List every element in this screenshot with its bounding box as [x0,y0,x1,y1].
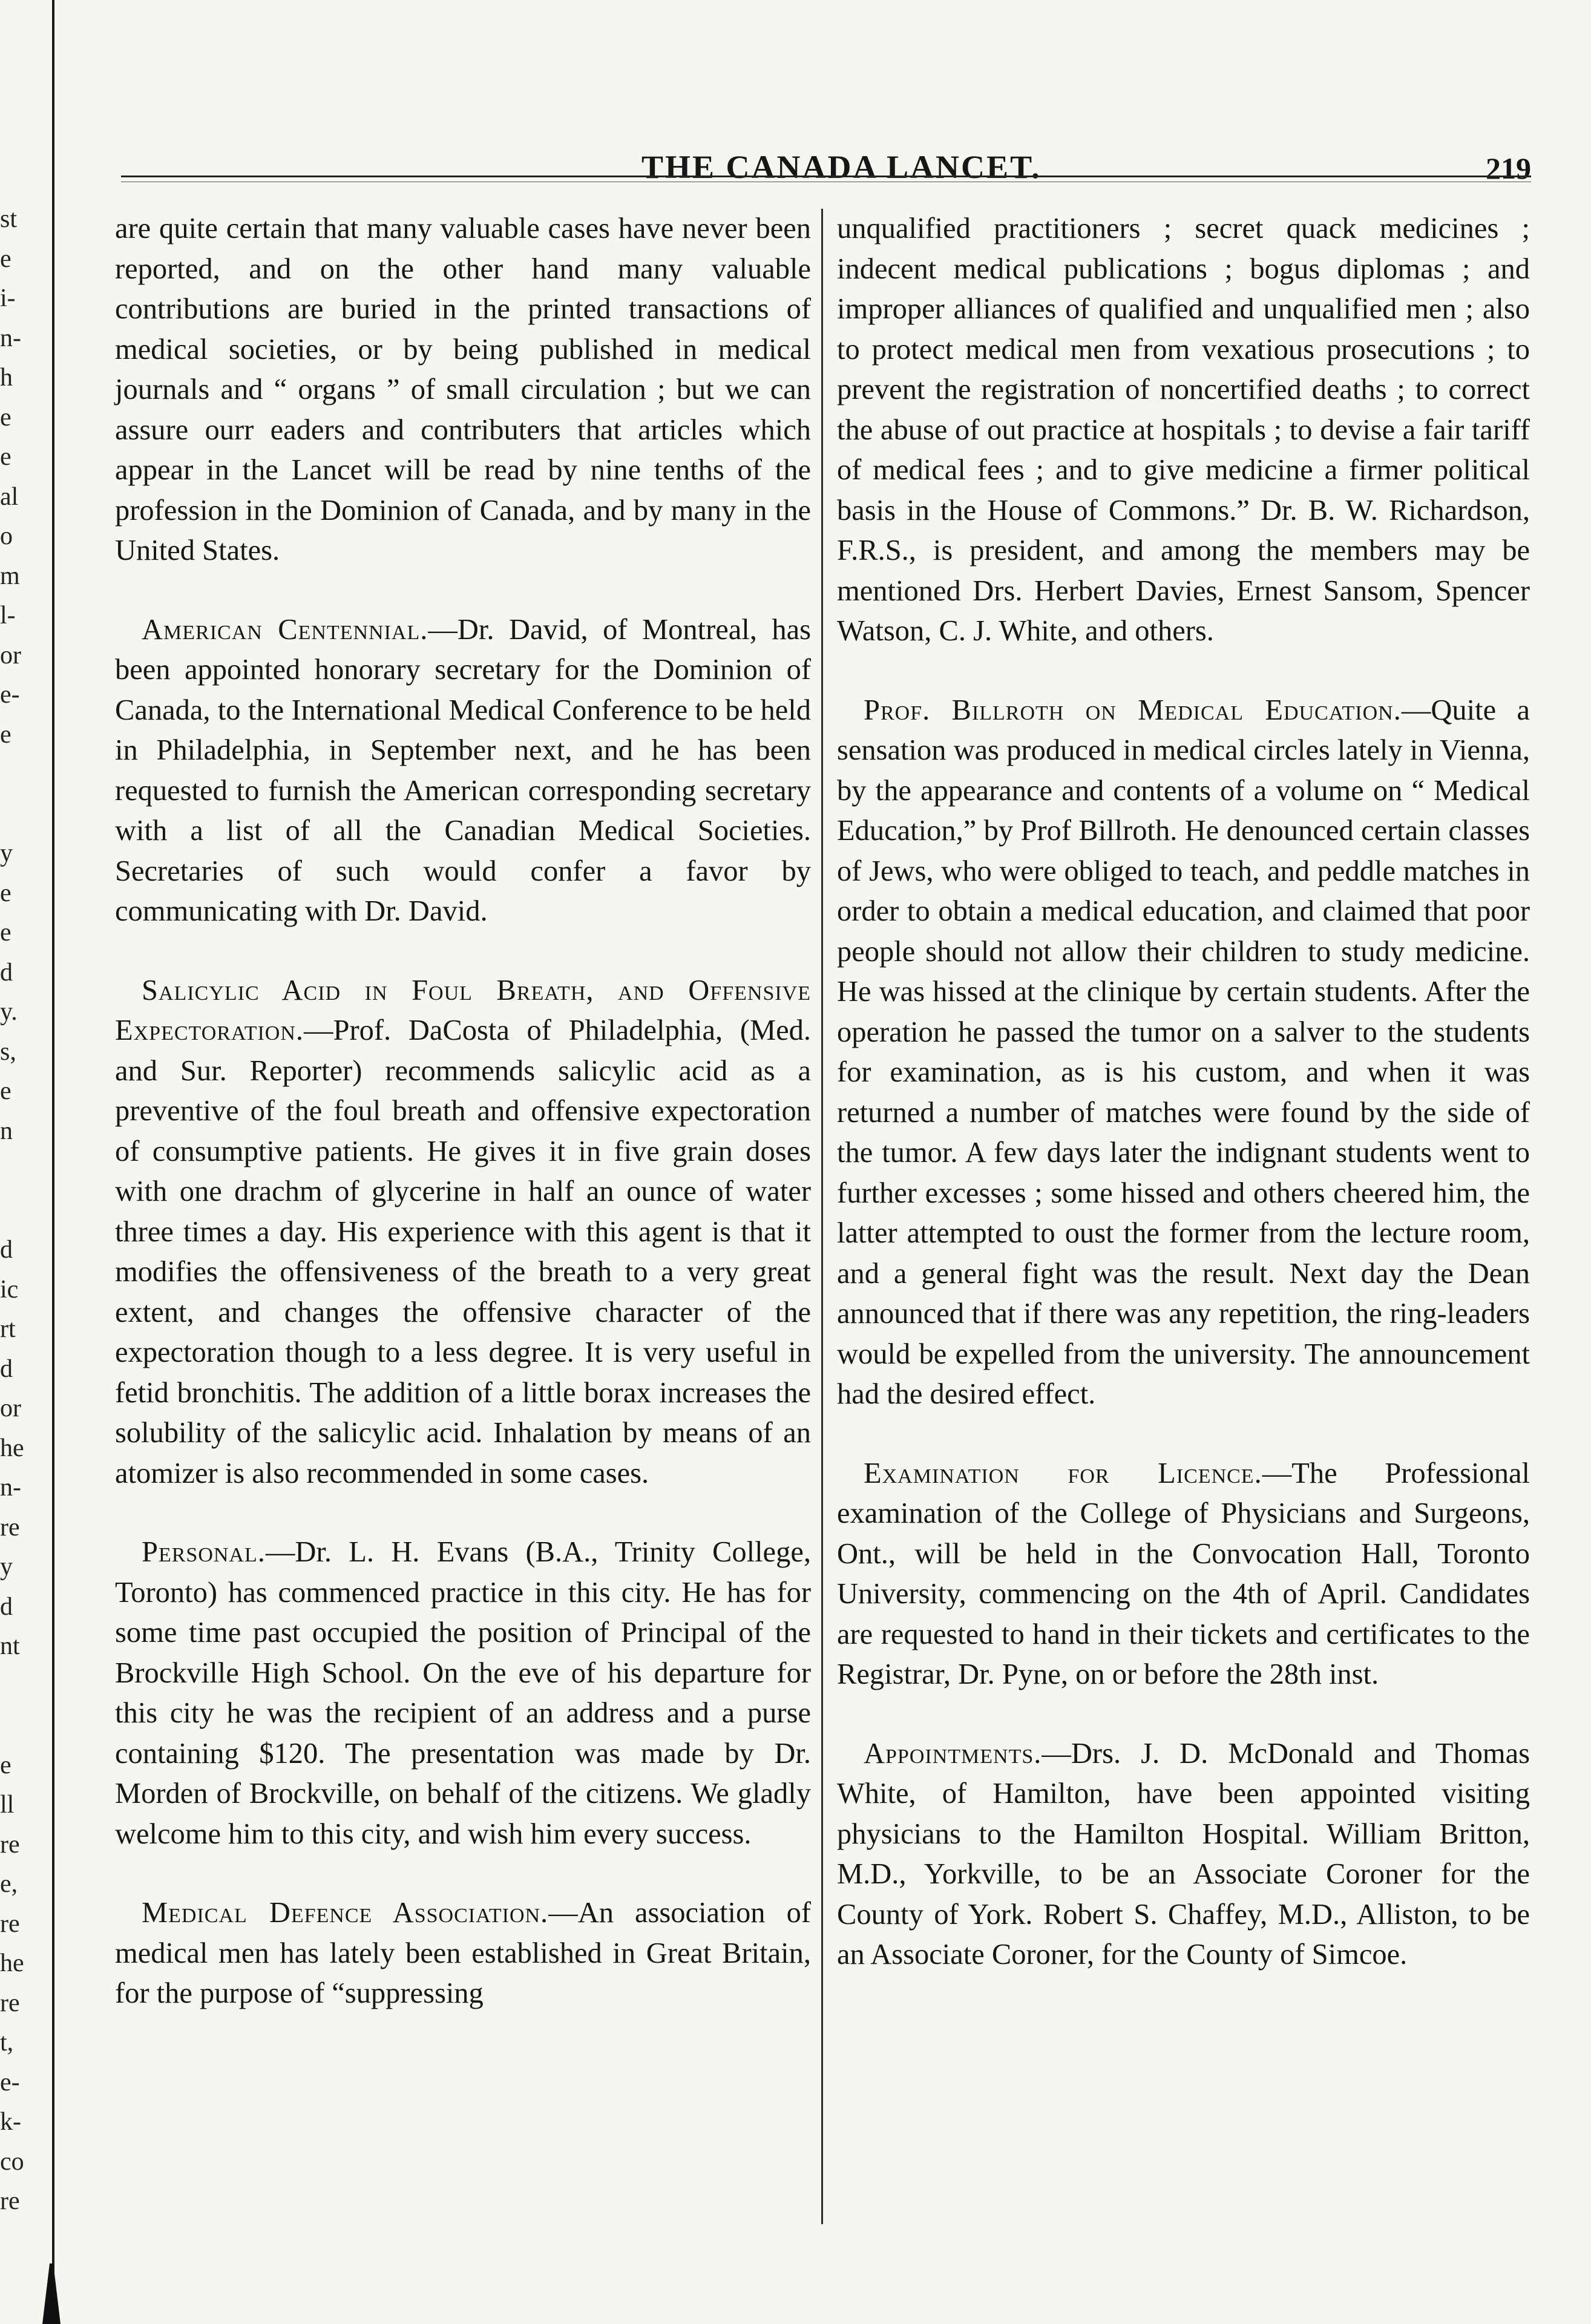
bleed-letter: he [0,1434,24,1462]
article-american-centennial [115,610,811,932]
bleed-letter: nt [0,1632,20,1660]
journal-title: THE CANADA LANCET. [641,149,1042,185]
bleed-letter: ic [0,1275,19,1304]
binding-edge [52,0,54,2324]
article-heading: Examination for Licence. [864,1457,1262,1489]
bleed-letter: e [0,919,11,947]
bleed-letter: k- [0,2108,21,2136]
article-personal [115,1532,811,1854]
bleed-letter: e [0,1077,11,1105]
bleed-letter: y. [0,998,18,1026]
bleed-letter: e [0,245,11,273]
bleed-letter: al [0,482,19,511]
bleed-letter: e [0,1751,11,1779]
bleed-letter [0,1191,24,1231]
running-head [121,148,1531,185]
bleed-letter: e, [0,1870,18,1898]
article-medical-defence [115,1893,811,2014]
article-body: —Drs. J. D. McDonald and Thomas White, of Hamilton, have been appointed visiting physicians to the Hamilton Hospital. William Britton, M.D., Yorkville, to be an Associate Coroner for the County of York. Robert S. Chaffey, M.D., Alliston, to be an Associate Coroner, for the County of Simcoe. [837,1737,1530,1971]
article-heading: Medical Defence Association. [142,1897,549,1929]
bleed-letter: e [0,879,11,907]
bleed-letter [0,1151,24,1191]
bleed-letter [0,755,24,795]
article-body: —Dr. L. H. Evans (B.A., Trinity College, Toronto) has commenced practice in this city. He has for some time past occupied the position of Principal of the Brockville High School. On the eve of his departure for this city he was the recipient of an address and a purse containing $120. The presentation was made by Dr. Morden of Brockville, on behalf of the citizens. We gladly welcome him to this city, and wish him every success. [115,1536,811,1850]
bleed-letter: d [0,1354,13,1383]
bleed-letter: re [0,1513,20,1541]
right-column [837,209,1530,1975]
column-divider [821,209,823,2224]
article-heading: Salicylic Acid in Foul Breath, and Offensive Expectoration. [115,974,811,1046]
article-heading: American Centennial. [142,613,428,646]
bleed-letter: t, [0,2029,14,2056]
left-column [115,209,811,2014]
bleed-letter: re [0,1989,20,2017]
bleed-letter: e- [0,681,20,709]
bleed-letter: n- [0,324,21,352]
bleed-letter: h [0,364,13,392]
article-body: —An association of medical men has lately been established in Great Britain, for the purpose of “suppressing [115,1897,811,2009]
facing-page-bleed [0,200,24,2270]
page-number: 219 [1486,151,1531,185]
bleed-letter: s, [0,1037,16,1066]
bleed-letter: y [0,839,13,867]
bleed-letter: co [0,2147,24,2176]
binding-edge-foot [42,2263,61,2324]
bleed-letter [0,1667,24,1707]
article-body: —Prof. DaCosta of Philadelphia, (Med. and Sur. Reporter) recommends salicylic acid as a preventive of the foul breath and offensive expectoration of consumptive patients. He gives it in five grain doses with one drachm of glycerine in half an ounce of water three times a day. His experience with this agent is that it modifies the offensiveness of the breath to a very great extent, and changes the offensive character of the expectoration though to a less degree. It is very useful in fetid bronchitis. The addition of a little borax increases the solubility of the salicylic acid. Inhalation by means of an atomizer is also recommended in some cases. [115,1014,811,1489]
bleed-letter: e [0,443,11,471]
article-body: —Dr. David, of Montreal, has been appointed honorary secretary for the Dominion of Canada, to the International Medical Conference to be held in Philadelphia, in September next, and he has been requested to furnish the American corresponding secretary with a list of all the Canadian Medical Societies. Secretaries of such would confer a favor by communicating with Dr. David. [115,613,811,927]
bleed-letter: st [0,205,18,233]
article-heading: Appointments. [864,1737,1042,1770]
bleed-letter: i- [0,284,16,312]
bleed-letter [0,795,24,835]
bleed-letter: ll [0,1791,15,1819]
bleed-letter: n [0,1117,13,1145]
bleed-letter: n- [0,1474,21,1502]
bleed-letter: d [0,1592,13,1621]
bleed-letter: d [0,1236,13,1264]
bleed-letter: e- [0,2068,20,2096]
bleed-letter: rt [0,1315,16,1343]
header-rule [121,176,1531,177]
bleed-letter: re [0,2187,20,2215]
article-examination-licence [837,1454,1530,1695]
bleed-letter: or [0,1394,21,1422]
article-body: —The Professional examination of the College of Physicians and Surgeons, Ont., will be held in the Convocation Hall, Toronto University, commencing on the 4th of April. Candidates are requested to hand in their tickets and certificates to the Registrar, Dr. Pyne, on or before the 28th inst. [837,1457,1530,1690]
article-salicylic-acid [115,971,811,1494]
bleed-letter: o [0,522,13,550]
bleed-letter: y [0,1553,13,1581]
bleed-letter: l- [0,602,16,629]
bleed-letter: d [0,958,13,986]
bleed-letter: re [0,1909,20,1938]
bleed-letter: he [0,1949,24,1977]
bleed-letter [0,1706,24,1746]
article-appointments [837,1734,1530,1975]
article-billroth [837,691,1530,1415]
bleed-letter: e [0,403,11,432]
bleed-letter: e [0,720,11,749]
bleed-letter: or [0,641,21,669]
left-continuation: are quite certain that many valuable cases have never been reported, and on the other hand many valuable contributions are buried in the printed transactions of medical societies, or by being published in medical journals and “ organs ” of small circulation ; but we can assure ourr eaders and contributers that articles which appear in the Lancet will be read by nine tenths of the profession in the Dominion of Canada, and by many in the United States. [115,212,811,566]
bleed-letter: re [0,1830,20,1859]
article-body: —Quite a sensation was produced in medical circles lately in Vienna, by the appearance and contents of a volume on “ Medical Education,” by Prof Billroth. He denounced certain classes of Jews, who were obliged to teach, and peddle matches in order to obtain a medical education, and claimed that poor people should not allow their children to study medicine. He was hissed at the clinique by certain students. After the operation he passed the tumor on a salver to the students for examination, as is his custom, and when it was returned a number of matches were found by the side of the tumor. A few days later the indignant students went to further excesses ; some hissed and others cheered him, the latter attempted to oust the former from the lecture room, and a general fight was the result. Next day the Dean announced that if there was any repetition, the ring-leaders would be expelled from the university. The announcement had the desired effect. [837,694,1530,1410]
article-heading: Personal. [142,1536,266,1568]
article-heading: Prof. Billroth on Medical Education. [864,694,1402,726]
bleed-letter: m [0,562,20,590]
right-continuation: unqualified practitioners ; secret quack medicines ; indecent medical publications ; bogus diplomas ; and improper alliances of qualified and unqualified men ; also to protect medical men from vexatious prosecutions ; to prevent the registration of noncertified deaths ; to correct the abuse of out practice at hospitals ; to devise a fair tariff of medical fees ; and to give medicine a firmer political basis in the House of Commons.” Dr. B. W. Richardson, F.R.S., is president, and among the members may be mentioned Drs. Herbert Davies, Ernest Sansom, Spencer Watson, C. J. White, and others. [837,212,1530,647]
